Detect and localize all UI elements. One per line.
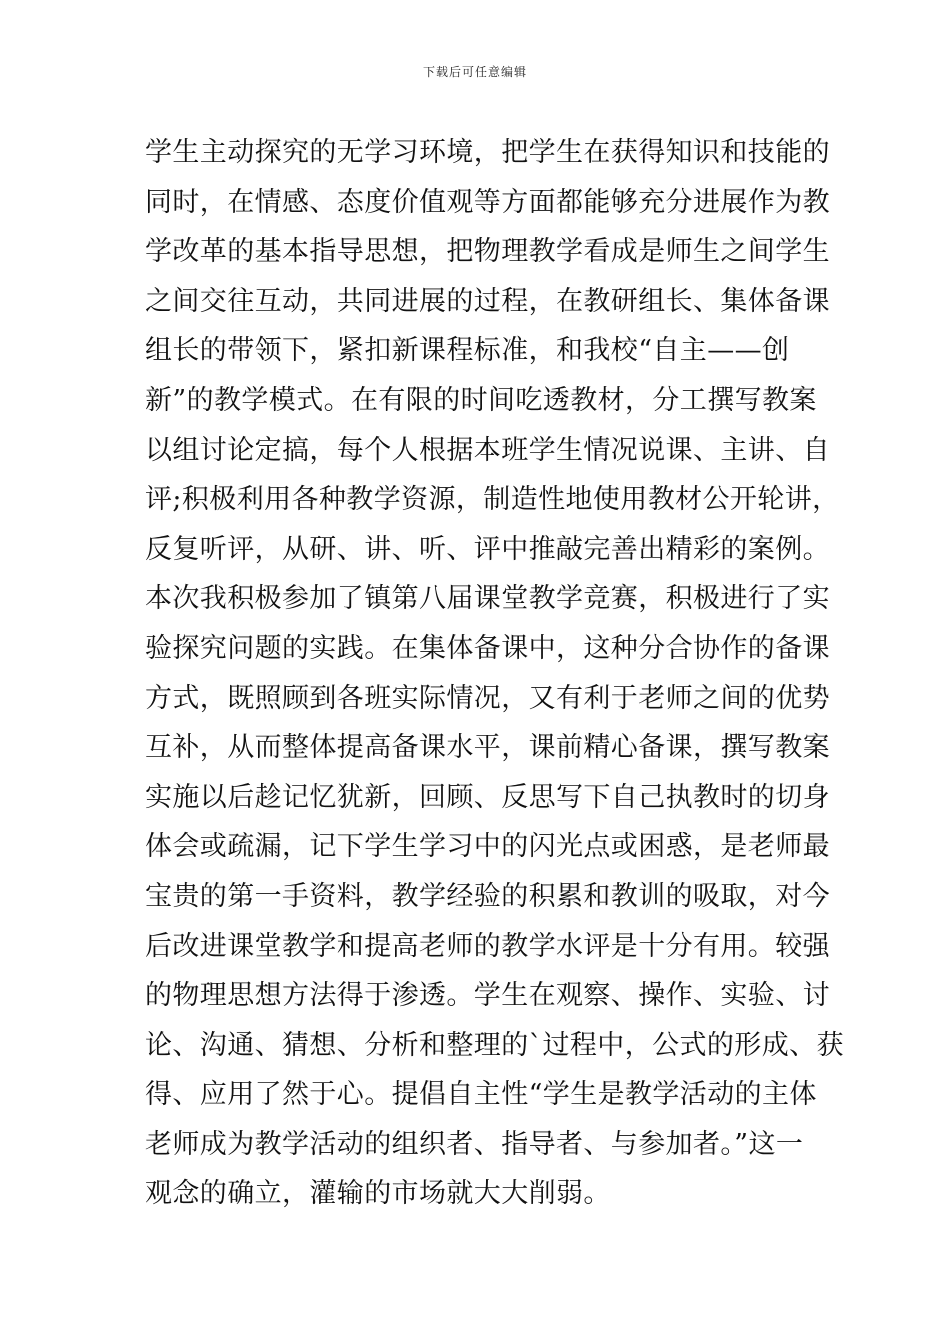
text-line: 后改进课堂教学和提高老师的教学水评是十分有用。较强	[145, 930, 830, 962]
text-line: 老师成为教学活动的组织者、指导者、与参加者。”这一	[145, 1128, 804, 1160]
text-line: 同时，在情感、态度价值观等方面都能够充分进展作为教	[145, 186, 830, 218]
text-line: 本次我积极参加了镇第八届课堂教学竞赛，积极进行了实	[145, 583, 830, 615]
body-text	[145, 128, 844, 1219]
text-line: 新”的教学模式。在有限的时间吃透教材，分工撰写教案	[145, 384, 817, 416]
text-line: 反复听评，从研、讲、听、评中推敲完善出精彩的案例。	[145, 533, 830, 565]
text-line: 以组讨论定搞，每个人根据本班学生情况说课、主讲、自	[145, 434, 830, 466]
text-line: 学生主动探究的无学习环境，把学生在获得知识和技能的	[145, 137, 830, 168]
text-line: 评;积极利用各种教学资源，制造性地使用教材公开轮讲，	[145, 484, 840, 516]
text-line: 验探究问题的实践。在集体备课中，这种分合协作的备课	[145, 632, 830, 664]
text-line: 体会或疏漏，记下学生学习中的闪光点或困惑，是老师最	[145, 831, 830, 863]
text-line: 学改革的基本指导思想，把物理教学看成是师生之间学生	[145, 236, 830, 268]
page-header: 下载后可任意编辑	[422, 65, 527, 79]
text-line: 的物理思想方法得于渗透。学生在观察、操作、实验、讨	[145, 980, 830, 1012]
text-line: 实施以后趁记忆犹新，回顾、反思写下自己执教时的切身	[145, 781, 830, 813]
text-line: 得、应用了然于心。提倡自主性“学生是教学活动的主体	[145, 1079, 817, 1111]
text-line: 宝贵的第一手资料，教学经验的积累和教训的吸取，对今	[145, 880, 830, 912]
text-line: 方式，既照顾到各班实际情况，又有利于老师之间的优势	[145, 682, 830, 714]
text-line: 互补，从而整体提高备课水平，课前精心备课，撰写教案	[145, 732, 830, 764]
text-line: 组长的带领下，紧扣新课程标准，和我校“自主——创	[145, 335, 790, 367]
text-line: 观念的确立，灌输的市场就大大削弱。	[145, 1178, 611, 1210]
text-line: 之间交往互动，共同进展的过程，在教研组长、集体备课	[145, 285, 830, 317]
text-line: 论、沟通、猜想、分析和整理的`过程中，公式的形成、获	[145, 1029, 844, 1061]
